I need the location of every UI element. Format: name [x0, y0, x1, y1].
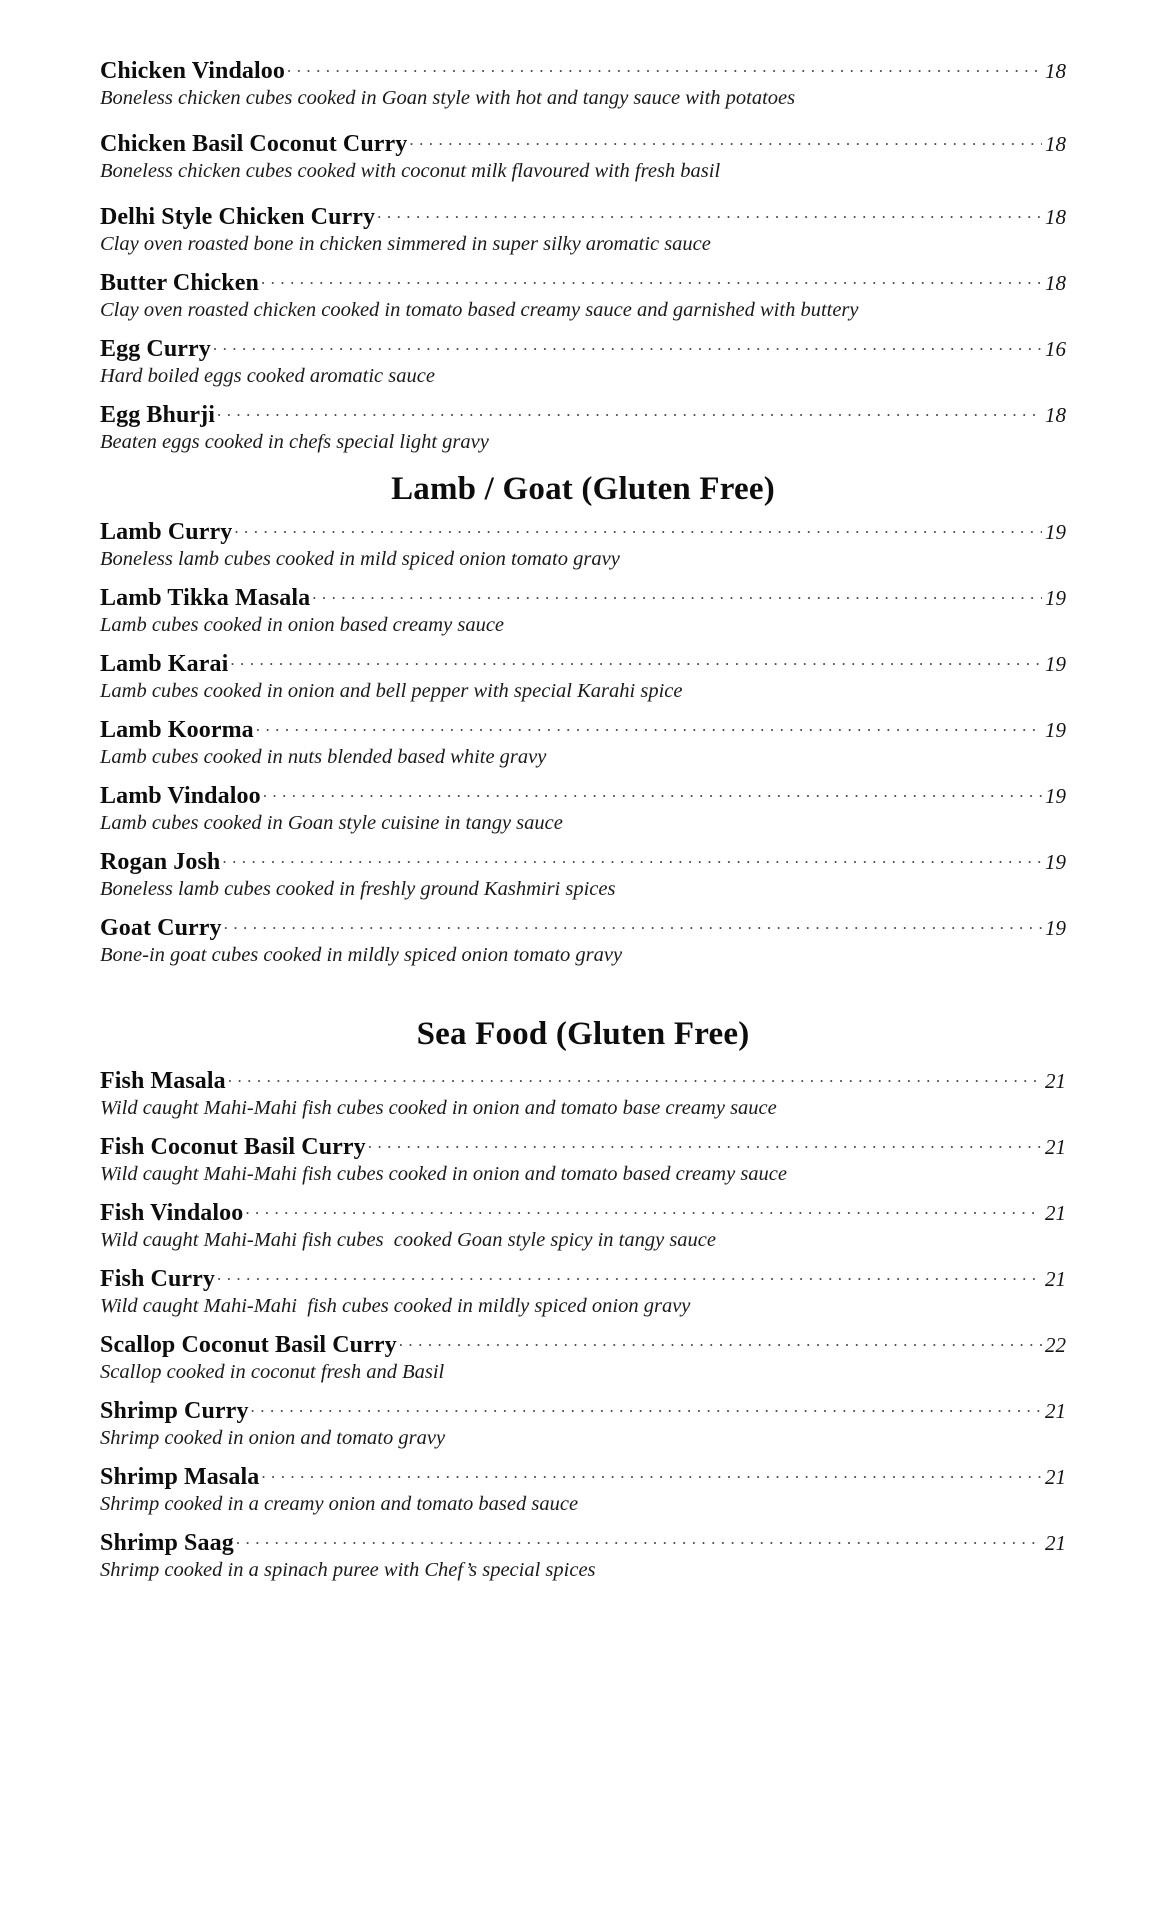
- menu-item: [100, 1464, 1066, 1517]
- menu-item-description: Hard boiled eggs cooked aromatic sauce: [100, 365, 435, 387]
- menu-item: [100, 270, 1066, 323]
- menu-item-head: [100, 1134, 1066, 1161]
- dot-leader: [230, 655, 1042, 671]
- menu-item-description: Wild caught Mahi-Mahi fish cubes cooked in onion and tomato base creamy sauce: [100, 1096, 777, 1119]
- menu-item-description: Shrimp cooked in a creamy onion and tomato based sauce: [100, 1492, 579, 1515]
- menu-item: [100, 717, 1066, 770]
- menu-item-name: Egg Curry: [100, 336, 211, 362]
- dot-leader: [287, 62, 1042, 78]
- dot-leader: [236, 1534, 1042, 1550]
- menu-item-description: Shrimp cooked in a spinach puree with Chef’s special spices: [100, 1558, 596, 1581]
- menu-item: [100, 585, 1066, 638]
- menu-item-head: [100, 915, 1066, 942]
- menu-item: [100, 336, 1066, 389]
- menu-item-price: 21: [1045, 1068, 1066, 1093]
- menu-item-price: 21: [1045, 1200, 1066, 1225]
- menu-section-sea-food: [100, 1068, 1066, 1583]
- menu-item-name: Shrimp Masala: [100, 1463, 260, 1490]
- menu-item-name: Delhi Style Chicken Curry: [100, 204, 376, 230]
- menu-item: [100, 1398, 1066, 1451]
- dot-leader: [261, 274, 1042, 290]
- menu-item-price: 21: [1045, 1134, 1066, 1159]
- menu-item-head: [100, 204, 1066, 231]
- menu-item-price: 19: [1045, 783, 1066, 808]
- dot-leader: [213, 340, 1042, 356]
- menu-item-price: 22: [1045, 1332, 1066, 1357]
- dot-leader: [228, 1072, 1042, 1088]
- menu-item-price: 19: [1045, 519, 1066, 544]
- menu-item-description: Clay oven roasted bone in chicken simmered in super silky aromatic sauce: [100, 233, 711, 255]
- menu-item-head: [100, 270, 1066, 297]
- menu-item-head: [100, 58, 1066, 85]
- menu-item-head: [100, 585, 1066, 612]
- dot-leader: [251, 1402, 1042, 1418]
- menu-item-head: [100, 519, 1066, 546]
- dot-leader: [368, 1138, 1042, 1154]
- menu-item: [100, 1200, 1066, 1253]
- menu-item-description: Boneless chicken cubes cooked in Goan style with hot and tangy sauce with potatoes: [100, 87, 796, 109]
- menu-item-description: Wild caught Mahi-Mahi fish cubes cooked Goan style spicy in tangy sauce: [100, 1228, 717, 1251]
- menu-item-price: 21: [1045, 1398, 1066, 1423]
- menu-item: [100, 1068, 1066, 1121]
- menu-item-description: Lamb cubes cooked in onion and bell pepper with special Karahi spice: [100, 679, 683, 702]
- menu-item-name: Shrimp Saag: [100, 1529, 234, 1556]
- menu-item-description: Boneless lamb cubes cooked in mild spiced onion tomato gravy: [100, 547, 620, 570]
- menu-item-description: Scallop cooked in coconut fresh and Basil: [100, 1360, 445, 1383]
- menu-item-head: [100, 1530, 1066, 1557]
- menu-item-price: 21: [1045, 1266, 1066, 1291]
- menu-item-name: Shrimp Curry: [100, 1397, 249, 1424]
- menu-item-name: Lamb Vindaloo: [100, 782, 261, 809]
- dot-leader: [409, 135, 1042, 151]
- menu-item: [100, 783, 1066, 836]
- menu-item-name: Fish Vindaloo: [100, 1199, 244, 1226]
- dot-leader: [263, 787, 1042, 803]
- dot-leader: [224, 919, 1042, 935]
- dot-leader: [377, 208, 1042, 224]
- menu-item-head: [100, 783, 1066, 810]
- menu-item-name: Fish Coconut Basil Curry: [100, 1133, 366, 1160]
- menu-item-head: [100, 717, 1066, 744]
- menu-item-name: Lamb Tikka Masala: [100, 584, 311, 611]
- menu-section-lamb-goat: [100, 519, 1066, 968]
- menu-item-description: Shrimp cooked in onion and tomato gravy: [100, 1426, 446, 1449]
- menu-item-name: Butter Chicken: [100, 270, 259, 296]
- menu-item: [100, 402, 1066, 455]
- menu-item-price: 18: [1045, 59, 1066, 83]
- menu-item-description: Wild caught Mahi-Mahi fish cubes cooked in onion and tomato based creamy sauce: [100, 1162, 788, 1185]
- dot-leader: [399, 1336, 1042, 1352]
- dot-leader: [217, 1270, 1042, 1286]
- menu-item: [100, 1134, 1066, 1187]
- menu-item-head: [100, 131, 1066, 158]
- menu-item-name: Rogan Josh: [100, 848, 221, 875]
- menu-item-description: Bone-in goat cubes cooked in mildly spiced onion tomato gravy: [100, 943, 623, 966]
- dot-leader: [234, 523, 1042, 539]
- menu-item-price: 18: [1045, 271, 1066, 295]
- menu-item-price: 19: [1045, 651, 1066, 676]
- menu-item-name: Lamb Curry: [100, 518, 233, 545]
- menu-item-description: Lamb cubes cooked in Goan style cuisine in tangy sauce: [100, 811, 563, 834]
- menu-item: [100, 651, 1066, 704]
- menu-item-name: Fish Curry: [100, 1265, 215, 1292]
- menu-item-head: [100, 1200, 1066, 1227]
- menu-item-description: Boneless chicken cubes cooked with coconut milk flavoured with fresh basil: [100, 160, 721, 182]
- menu-item: [100, 519, 1066, 572]
- menu-item-name: Goat Curry: [100, 914, 222, 941]
- menu-item: [100, 204, 1066, 257]
- menu-item-description: Lamb cubes cooked in onion based creamy sauce: [100, 613, 505, 636]
- menu-item-price: 19: [1045, 849, 1066, 874]
- menu-item-head: [100, 1464, 1066, 1491]
- menu-item-price: 19: [1045, 717, 1066, 742]
- menu-item-description: Clay oven roasted chicken cooked in tomato based creamy sauce and garnished with buttery: [100, 299, 859, 321]
- menu-item-head: [100, 849, 1066, 876]
- dot-leader: [222, 853, 1042, 869]
- menu-item-head: [100, 402, 1066, 429]
- menu-item-head: [100, 1398, 1066, 1425]
- menu-item-price: 18: [1045, 403, 1066, 427]
- menu-item-name: Egg Bhurji: [100, 402, 216, 428]
- menu-section-chicken-egg: [100, 58, 1066, 455]
- menu-item-price: 18: [1045, 205, 1066, 229]
- dot-leader: [245, 1204, 1042, 1220]
- menu-item: [100, 131, 1066, 184]
- menu-item-name: Fish Masala: [100, 1067, 226, 1094]
- menu-item-name: Lamb Koorma: [100, 716, 254, 743]
- dot-leader: [261, 1468, 1042, 1484]
- menu-item-head: [100, 1068, 1066, 1095]
- menu-item: [100, 1332, 1066, 1385]
- section-heading-sea-food: Sea Food (Gluten Free): [416, 1015, 750, 1052]
- menu-item-name: Scallop Coconut Basil Curry: [100, 1331, 397, 1358]
- menu-item-name: Lamb Karai: [100, 650, 229, 677]
- menu-item-price: 21: [1045, 1530, 1066, 1555]
- menu-item-price: 16: [1045, 337, 1066, 361]
- menu-item-head: [100, 336, 1066, 363]
- menu-item-head: [100, 1266, 1066, 1293]
- menu-item: [100, 915, 1066, 968]
- menu-item-head: [100, 651, 1066, 678]
- menu-item-description: Beaten eggs cooked in chefs special light gravy: [100, 431, 489, 453]
- menu-item-price: 21: [1045, 1464, 1066, 1489]
- menu-item-price: 19: [1045, 585, 1066, 610]
- dot-leader: [312, 589, 1042, 605]
- dot-leader: [217, 406, 1042, 422]
- menu-item-price: 18: [1045, 132, 1066, 156]
- menu-item-name: Chicken Basil Coconut Curry: [100, 131, 408, 157]
- menu-item-price: 19: [1045, 915, 1066, 940]
- menu-item-description: Wild caught Mahi-Mahi fish cubes cooked in mildly spiced onion gravy: [100, 1294, 691, 1317]
- dot-leader: [256, 721, 1042, 737]
- menu-item-description: Boneless lamb cubes cooked in freshly ground Kashmiri spices: [100, 877, 616, 900]
- menu-item-description: Lamb cubes cooked in nuts blended based white gravy: [100, 745, 547, 768]
- menu-item-head: [100, 1332, 1066, 1359]
- menu-item-name: Chicken Vindaloo: [100, 58, 285, 84]
- menu-item: [100, 849, 1066, 902]
- menu-item: [100, 58, 1066, 111]
- section-heading-lamb-goat: Lamb / Goat (Gluten Free): [391, 471, 775, 507]
- menu-item: [100, 1530, 1066, 1583]
- menu-item: [100, 1266, 1066, 1319]
